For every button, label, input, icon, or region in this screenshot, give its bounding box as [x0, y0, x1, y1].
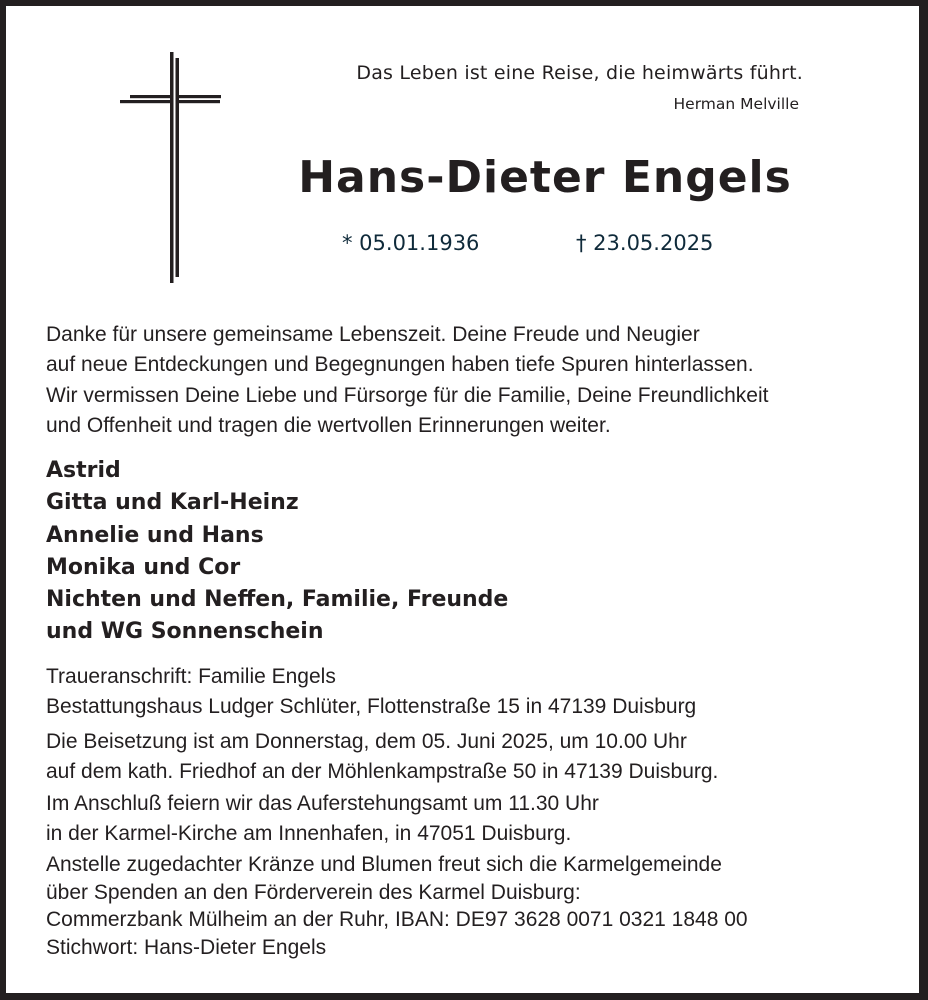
text-line: Anstelle zugedachter Kränze und Blumen freut sich die Karmelgemeinde: [46, 853, 722, 876]
mourner: Gitta und Karl-Heinz: [46, 490, 299, 516]
quote-author: Herman Melville: [673, 95, 799, 113]
cross-icon: [6, 6, 246, 306]
text-line: und Offenheit und tragen die wertvollen Erinnerungen weiter.: [46, 414, 611, 437]
death-date: † 23.05.2025: [576, 231, 714, 255]
text-line: Stichwort: Hans-Dieter Engels: [46, 935, 327, 959]
text-line: auf neue Entdeckungen und Begegnungen haben tiefe Spuren hinterlassen.: [46, 353, 754, 376]
service-info: [46, 789, 599, 849]
birth-date: * 05.01.1936: [342, 231, 480, 255]
text-line: über Spenden an den Förderverein des Karmel Duisburg:: [46, 880, 581, 904]
paragraph-remembrance: [46, 381, 768, 441]
text-line: Die Beisetzung ist am Donnerstag, dem 05. Juni 2025, um 10.00 Uhr: [46, 730, 687, 753]
donation-info: [46, 851, 748, 961]
mourner: Nichten und Neffen, Familie, Freunde: [46, 587, 509, 613]
text-line: Traueranschrift: Familie Engels: [46, 665, 336, 688]
deceased-name: Hans-Dieter Engels: [298, 152, 792, 203]
text-line: in der Karmel-Kirche am Innenhafen, in 47051 Duisburg.: [46, 822, 572, 845]
text-line: Wir vermissen Deine Liebe und Fürsorge für die Familie, Deine Freundlichkeit: [46, 384, 769, 407]
iban-line: Commerzbank Mülheim an der Ruhr, IBAN: DE97 3628 0071 0321 1848 00: [46, 908, 748, 931]
paragraph-gratitude: [46, 320, 754, 380]
mourner: Astrid: [46, 458, 121, 483]
burial-info: [46, 727, 718, 787]
text-line: Im Anschluß feiern wir das Auferstehungsamt um 11.30 Uhr: [46, 792, 599, 815]
mourner: Annelie und Hans: [46, 522, 264, 548]
obituary-notice: [6, 6, 919, 993]
mourner: und WG Sonnenschein: [46, 619, 324, 645]
text-line: Bestattungshaus Ludger Schlüter, Flottenstraße 15 in 47139 Duisburg: [46, 695, 697, 718]
mourner: Monika und Cor: [46, 554, 241, 580]
text-line: auf dem kath. Friedhof an der Möhlenkampstraße 50 in 47139 Duisburg.: [46, 760, 719, 783]
mourning-address: [46, 662, 696, 722]
text-line: Danke für unsere gemeinsame Lebenszeit. Deine Freude und Neugier: [46, 323, 700, 346]
quote: Das Leben ist eine Reise, die heimwärts führt.: [356, 62, 803, 84]
mourners-list: [46, 455, 508, 649]
